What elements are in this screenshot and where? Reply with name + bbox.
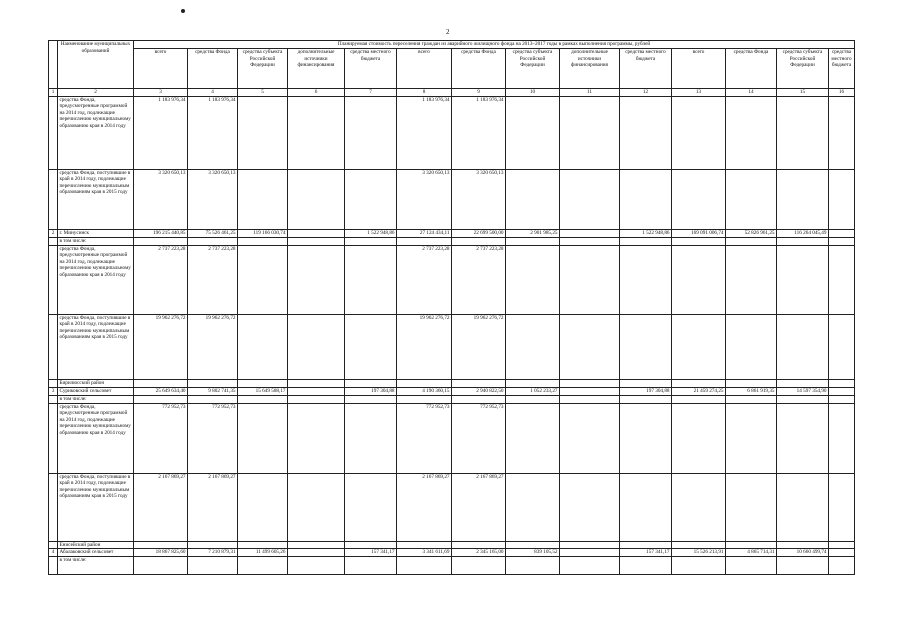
column-number: 2 xyxy=(58,89,134,97)
value-cell xyxy=(777,403,829,473)
row-index xyxy=(49,245,58,314)
value-cell xyxy=(560,403,620,473)
value-cell xyxy=(238,314,288,379)
value-cell: 4 190 360,15 xyxy=(397,387,452,395)
value-cell xyxy=(134,395,188,403)
row-name: в том числе: xyxy=(58,557,134,575)
value-cell xyxy=(672,96,726,169)
section-name: Енисейский район xyxy=(58,541,134,549)
row-name: в том числе: xyxy=(58,395,134,403)
value-cell xyxy=(134,237,188,245)
value-cell xyxy=(345,403,397,473)
value-cell xyxy=(345,395,397,403)
value-cell xyxy=(288,387,345,395)
column-header: средства субъекта Российской Федерации xyxy=(777,49,829,89)
value-cell xyxy=(397,395,452,403)
value-cell: 27 124 434,11 xyxy=(397,229,452,237)
section-row xyxy=(49,379,855,387)
value-cell xyxy=(506,395,560,403)
value-cell: 1 522 948,86 xyxy=(345,229,397,237)
value-cell xyxy=(620,96,672,169)
value-cell xyxy=(238,395,288,403)
column-number: 3 xyxy=(134,89,188,97)
value-cell: 2 737 223,28 xyxy=(188,245,238,314)
value-cell xyxy=(620,473,672,541)
value-cell xyxy=(560,169,620,229)
row-index xyxy=(49,473,58,541)
row-name: г. Минусинск xyxy=(58,229,134,237)
planned-cost-title: Планируемая стоимость переселения граждан из аварийного жилищного фонда на 2013–2017 годы в рамках выполнения программы, рублей xyxy=(134,41,855,49)
value-cell: 7 210 879,31 xyxy=(188,549,238,557)
table-row xyxy=(49,395,855,403)
column-header: средства Фонда xyxy=(188,49,238,89)
value-cell: 157 341,17 xyxy=(345,549,397,557)
value-cell xyxy=(726,557,777,575)
row-index xyxy=(49,237,58,245)
row-name: средства Фонда, предусмотренные программой на 2014 год, подлежащие перечислению муниципальному образованию края в 2014 году xyxy=(58,96,134,169)
value-cell: 2 167 869,27 xyxy=(188,473,238,541)
value-cell: 2 737 223,28 xyxy=(134,245,188,314)
row-name: средства Фонда, предусмотренные программой на 2014 год, подлежащие перечислению муниципальному образованию края в 2014 году xyxy=(58,245,134,314)
value-cell: 772 952,73 xyxy=(188,403,238,473)
column-header: средства Фонда xyxy=(726,49,777,89)
page-number: 2 xyxy=(446,28,450,36)
name-col-header: Наименование муниципальных образований xyxy=(58,41,134,89)
value-cell: 2 167 869,27 xyxy=(134,473,188,541)
table-row xyxy=(49,169,855,229)
value-cell xyxy=(672,395,726,403)
row-name: Суриковский сельсовет xyxy=(58,387,134,395)
table-row xyxy=(49,96,855,169)
value-cell: 196 215 440,85 xyxy=(134,229,188,237)
table-row xyxy=(49,314,855,379)
value-cell xyxy=(506,403,560,473)
value-cell xyxy=(560,473,620,541)
value-cell: 197 304,88 xyxy=(620,387,672,395)
value-cell: 2 737 223,28 xyxy=(452,245,506,314)
value-cell xyxy=(452,395,506,403)
value-cell xyxy=(288,549,345,557)
value-cell: 11 499 605,26 xyxy=(238,549,288,557)
value-cell: 2 737 223,28 xyxy=(397,245,452,314)
value-cell xyxy=(452,557,506,575)
row-index: 4 xyxy=(49,549,58,557)
value-cell xyxy=(345,237,397,245)
value-cell: 2 167 869,27 xyxy=(397,473,452,541)
value-cell xyxy=(506,473,560,541)
column-number: 13 xyxy=(672,89,726,97)
value-cell: 10 660 499,74 xyxy=(777,549,829,557)
value-cell xyxy=(397,557,452,575)
value-cell xyxy=(620,237,672,245)
value-cell: 52 826 961,25 xyxy=(726,229,777,237)
column-number: 4 xyxy=(188,89,238,97)
table-row xyxy=(49,473,855,541)
value-cell: 3 320 650,13 xyxy=(397,169,452,229)
value-cell xyxy=(238,245,288,314)
value-cell xyxy=(560,395,620,403)
value-cell xyxy=(726,96,777,169)
value-cell xyxy=(506,96,560,169)
value-cell xyxy=(288,557,345,575)
value-cell xyxy=(238,169,288,229)
value-cell xyxy=(672,557,726,575)
value-cell xyxy=(726,403,777,473)
value-cell xyxy=(560,237,620,245)
value-cell xyxy=(726,237,777,245)
column-header: всего xyxy=(672,49,726,89)
value-cell xyxy=(777,169,829,229)
value-cell xyxy=(560,229,620,237)
value-cell xyxy=(288,245,345,314)
column-number: 5 xyxy=(238,89,288,97)
value-cell xyxy=(726,473,777,541)
value-cell: 25 649 634,40 xyxy=(134,387,188,395)
value-cell xyxy=(726,314,777,379)
column-number: 8 xyxy=(397,89,452,97)
row-index xyxy=(49,169,58,229)
value-cell xyxy=(672,473,726,541)
row-index xyxy=(49,403,58,473)
value-cell: 1 183 976,34 xyxy=(452,96,506,169)
column-number: 9 xyxy=(452,89,506,97)
value-cell: 197 304,88 xyxy=(345,387,397,395)
row-name: в том числе: xyxy=(58,237,134,245)
value-cell xyxy=(345,96,397,169)
table-row xyxy=(49,557,855,575)
value-cell xyxy=(506,237,560,245)
value-cell xyxy=(560,387,620,395)
value-cell xyxy=(560,245,620,314)
value-cell xyxy=(288,96,345,169)
value-cell xyxy=(345,169,397,229)
value-cell xyxy=(238,473,288,541)
value-cell: 19 962 276,72 xyxy=(134,314,188,379)
value-cell: 2 901 985,25 xyxy=(506,229,560,237)
value-cell: 1 183 976,34 xyxy=(397,96,452,169)
section-row xyxy=(49,541,855,549)
value-cell: 116 264 045,49 xyxy=(777,229,829,237)
header-row-columns xyxy=(49,49,855,89)
value-cell: 2 167 869,27 xyxy=(452,473,506,541)
row-index xyxy=(49,314,58,379)
value-cell xyxy=(672,314,726,379)
header-row-numbers xyxy=(49,89,855,97)
column-header: средства местного бюджета xyxy=(829,49,855,89)
value-cell xyxy=(188,237,238,245)
column-header: дополнительные источники финансирования xyxy=(560,49,620,89)
value-cell: 772 952,73 xyxy=(134,403,188,473)
value-cell xyxy=(560,314,620,379)
value-cell xyxy=(506,245,560,314)
value-cell xyxy=(777,245,829,314)
column-number: 6 xyxy=(288,89,345,97)
value-cell xyxy=(560,549,620,557)
value-cell xyxy=(345,245,397,314)
value-cell xyxy=(506,314,560,379)
column-number: 10 xyxy=(506,89,560,97)
value-cell xyxy=(188,395,238,403)
value-cell: 1 183 976,34 xyxy=(188,96,238,169)
value-cell: 3 341 611,69 xyxy=(397,549,452,557)
value-cell xyxy=(288,229,345,237)
value-cell xyxy=(560,557,620,575)
row-index xyxy=(49,557,58,575)
value-cell xyxy=(345,473,397,541)
value-cell: 1 052 233,27 xyxy=(506,387,560,395)
header-row-title xyxy=(49,41,855,49)
value-cell xyxy=(506,557,560,575)
column-number: 11 xyxy=(560,89,620,97)
value-cell xyxy=(288,403,345,473)
value-cell: 75 526 461,25 xyxy=(188,229,238,237)
column-number: 15 xyxy=(777,89,829,97)
column-number: 1 xyxy=(49,89,58,97)
value-cell xyxy=(452,237,506,245)
value-cell xyxy=(777,237,829,245)
value-cell: 772 952,73 xyxy=(397,403,452,473)
row-name: средства Фонда, поступившие в край в 2014 году, подлежащие перечислению муниципальным образованиям края в 2015 году xyxy=(58,314,134,379)
value-cell: 119 166 030,74 xyxy=(238,229,288,237)
value-cell: 6 861 919,35 xyxy=(726,387,777,395)
value-cell xyxy=(238,237,288,245)
value-cell xyxy=(238,96,288,169)
value-cell xyxy=(777,395,829,403)
value-cell xyxy=(288,473,345,541)
column-number: 7 xyxy=(345,89,397,97)
value-cell: 19 962 276,72 xyxy=(397,314,452,379)
value-cell: 1 183 976,34 xyxy=(134,96,188,169)
value-cell xyxy=(620,557,672,575)
value-cell: 2 940 822,50 xyxy=(452,387,506,395)
value-cell: 169 091 006,74 xyxy=(672,229,726,237)
row-index xyxy=(49,395,58,403)
value-cell: 772 952,73 xyxy=(452,403,506,473)
value-cell: 15 526 213,91 xyxy=(672,549,726,557)
column-header: средства местного бюджета xyxy=(345,49,397,89)
value-cell xyxy=(726,245,777,314)
value-cell xyxy=(777,557,829,575)
row-name: Абалаковский сельсовет xyxy=(58,549,134,557)
value-cell xyxy=(777,473,829,541)
value-cell xyxy=(506,169,560,229)
value-cell: 19 962 276,72 xyxy=(188,314,238,379)
value-cell xyxy=(397,237,452,245)
value-cell xyxy=(672,169,726,229)
column-header: средства субъекта Российской Федерации xyxy=(238,49,288,89)
value-cell: 21 459 274,25 xyxy=(672,387,726,395)
value-cell xyxy=(726,395,777,403)
value-cell xyxy=(238,557,288,575)
row-index: 3 xyxy=(49,387,58,395)
value-cell: 22 699 500,00 xyxy=(452,229,506,237)
table-row xyxy=(49,549,855,557)
column-header: средства Фонда xyxy=(452,49,506,89)
value-cell xyxy=(560,96,620,169)
value-cell: 9 802 741,35 xyxy=(188,387,238,395)
value-cell xyxy=(777,314,829,379)
column-header: всего xyxy=(397,49,452,89)
row-name: средства Фонда, предусмотренные программой на 2014 год, подлежащие перечислению муниципальному образованию края в 2014 году xyxy=(58,403,134,473)
value-cell: 15 649 588,17 xyxy=(238,387,288,395)
value-cell: 19 962 276,72 xyxy=(452,314,506,379)
value-cell xyxy=(134,557,188,575)
value-cell xyxy=(726,169,777,229)
value-cell: 3 320 650,13 xyxy=(188,169,238,229)
value-cell xyxy=(345,557,397,575)
value-cell xyxy=(620,169,672,229)
row-index xyxy=(49,96,58,169)
resettlement-cost-table xyxy=(48,40,855,575)
table-row xyxy=(49,387,855,395)
value-cell xyxy=(288,169,345,229)
column-header: средства субъекта Российской Федерации xyxy=(506,49,560,89)
value-cell: 3 320 650,13 xyxy=(452,169,506,229)
value-cell xyxy=(188,557,238,575)
value-cell: 3 320 650,13 xyxy=(134,169,188,229)
value-cell xyxy=(345,314,397,379)
value-cell: 4 865 714,31 xyxy=(726,549,777,557)
value-cell xyxy=(620,403,672,473)
table-row xyxy=(49,237,855,245)
value-cell xyxy=(238,403,288,473)
value-cell: 14 597 354,90 xyxy=(777,387,829,395)
value-cell xyxy=(620,245,672,314)
section-name: Бирилюсский район xyxy=(58,379,134,387)
value-cell xyxy=(777,96,829,169)
table-body xyxy=(49,96,855,575)
scan-dot xyxy=(181,9,185,13)
row-name: средства Фонда, поступившие в край в 2014 году, подлежащие перечислению муниципальным образованиям края в 2015 году xyxy=(58,169,134,229)
table-row xyxy=(49,403,855,473)
value-cell xyxy=(620,395,672,403)
value-cell xyxy=(288,395,345,403)
column-header: дополнительные источники финансирования xyxy=(288,49,345,89)
value-cell xyxy=(620,314,672,379)
value-cell xyxy=(672,237,726,245)
table-row xyxy=(49,229,855,237)
value-cell xyxy=(288,314,345,379)
value-cell: 18 867 825,60 xyxy=(134,549,188,557)
column-number: 12 xyxy=(620,89,672,97)
row-name: средства Фонда, поступившие в край в 2014 году, подлежащие перечислению муниципальным образованиям края в 2015 году xyxy=(58,473,134,541)
row-index: 2 xyxy=(49,229,58,237)
value-cell: 2 345 165,00 xyxy=(452,549,506,557)
column-number: 14 xyxy=(726,89,777,97)
column-header: средства местного бюджета xyxy=(620,49,672,89)
column-number: 16 xyxy=(829,89,855,97)
value-cell xyxy=(672,245,726,314)
value-cell: 839 105,52 xyxy=(506,549,560,557)
value-cell: 1 522 948,86 xyxy=(620,229,672,237)
column-header: всего xyxy=(134,49,188,89)
table-row xyxy=(49,245,855,314)
value-cell: 157 341,17 xyxy=(620,549,672,557)
value-cell xyxy=(672,403,726,473)
value-cell xyxy=(288,237,345,245)
